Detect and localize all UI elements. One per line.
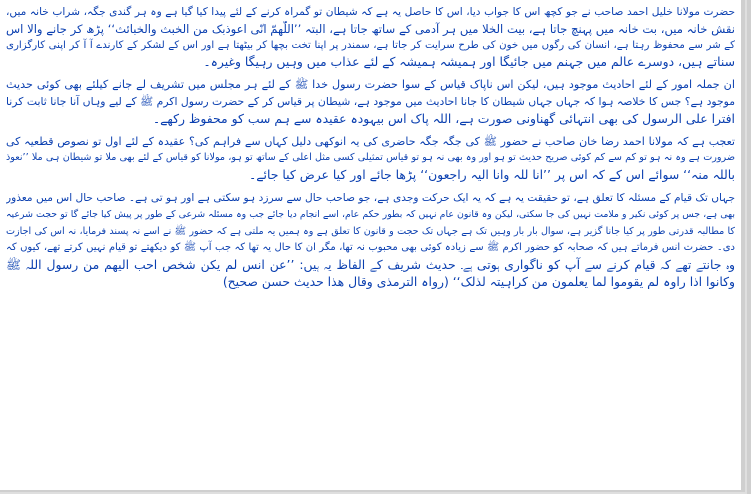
text-line: وکانوا اذا راوہ لم یقوموا لما یعلمون من کراہیتہ لذلک‘‘ (رواہ الترمذی وقال ھذا حدیث حسن صحیح) bbox=[222, 273, 735, 289]
text-line: حضرت مولانا خلیل احمد صاحب نے جو کچھ اس کا جواب دیا، اس کا حاصل یہ ہے کہ شیطان تو گمراہ کرنے کے لئے پیدا کیا گیا ہے وہ ہر گندی جگہ، شراب خانہ میں، bbox=[6, 6, 735, 18]
urdu-text-block bbox=[6, 4, 735, 297]
text-line: کے شر سے محفوظ رہتا ہے، انسان کی رگوں میں خون کی طرح سرایت کر جاتا ہے، سمندر پر اپنا تخت بچھا کر بیٹھتا ہے اور اس کے لشکر کے کارندے آ آ کر اپنی کارگزاری bbox=[6, 39, 735, 51]
text-line: نقش خانہ میں، بت خانہ میں پہنچ جاتا ہے، بیت الخلا میں ہر آدمی کے ساتھ جاتا ہے، البتہ ’’اللّٰھمّ انّی اعوذبک من الخبث والخبائث‘‘ پڑھ کر جانے والا اس bbox=[6, 21, 735, 36]
text-line: ضرورت ہے وہ نہ ہو تو کم سے کم کوئی صریح حدیث تو ہو اور وہ بھی نہ ہو تو قیاس تمثیلی کسی مثل اعلی کے ساتھ تو ہو، مولانا کو قیاس کے لئے بھی ملا تو شیطان ہی ملا ’’نعوذ bbox=[6, 152, 735, 164]
text-line: وہ جانتے تھے کہ قیام کرنے سے آپ کو ناگواری ہوتی ہے۔ حدیث شریف کے الفاظ یہ ہیں: ’’عن انس لم یکن شخص احب الیھم من رسول اللہ ﷺ bbox=[6, 257, 735, 273]
text-line: افترا علی الرسول کی بھی انتہائی گھناونی صورت ہے، اللہ پاک اس بیہودہ عقیدہ سے ہم سب کو محفوظ رکھے۔ bbox=[152, 110, 735, 126]
text-line: باللہ منہ‘‘ سوائے اس کے کہ اس پر ’’انا للہ وانا الیہ راجعون‘‘ پڑھا جائے اور کیا عرض کیا جائے۔ bbox=[249, 167, 735, 183]
text-line: کا مطالبہ قدرتی طور پر کیا جانا گزیر ہے، سوال بار بار وہیں تک ہے جہاں تک حجت و قانون کا تعلق ہے وہ ہمیں یہ ملتی ہے کہ حضور ﷺ نے اسے نہ پسند فرمایا، نہ اس کی اجازت bbox=[6, 225, 735, 237]
paragraph-1 bbox=[6, 4, 735, 71]
text-line: تعجب ہے کہ مولانا احمد رضا خان صاحب نے حضور ﷺ کی جگہ جگہ حاضری کی یہ انوکھی دلیل کہاں سے فراہم کی؟ عقیدہ کے لئے اول تو نصوص قطعیہ کی bbox=[6, 134, 735, 148]
paragraph-2 bbox=[6, 77, 735, 127]
text-line: سناتے ہیں، دوسرے عالم میں جہنم میں جائیگا اور ہمیشہ ہمیشہ کے لئے عذاب میں وہیں رہیگا وغیرہ۔ bbox=[203, 54, 735, 70]
text-line: ان جملہ امور کے لئے احادیث موجود ہیں، لیکن اس ناپاک قیاس کے سوا حضرت رسول خدا ﷺ کے لئے ہر مجلس میں تشریف لے جانے کیلئے بھی کوئی حدیث bbox=[6, 78, 735, 92]
text-line: بھی ہے، جس پر کوئی نکیر و ملامت نہیں کی جا سکتی، لیکن وہ قانون عام نہیں کہ بطور حکم عام، اسے انجام دیا جائے جب وہ مسئلہ شرعی کے طور پر پیش کیا جائے گا تو حجت شرعیہ bbox=[6, 208, 735, 220]
paragraph-3 bbox=[6, 134, 735, 184]
text-line: موجود ہے؟ جس کا خلاصہ ہوا کہ جہاں جہاں شیطان کا جانا احادیث میں موجود ہے، شیطان پر قیاس کر کے حضرت رسول اکرم ﷺ کے لیے وہاں آنا جانا ثابت کرنا bbox=[6, 94, 735, 108]
text-line: دی۔ حضرت انس فرماتے ہیں کہ صحابہ کو حضور اکرم ﷺ سے زیادہ کوئی بھی محبوب نہ تھا، مگر ان کا حال یہ تھا کہ جب آپ ﷺ کو دیکھتے تو قیام نہیں کرتے تھے، کیوں کہ bbox=[6, 242, 735, 254]
vertical-scrollbar[interactable] bbox=[747, 0, 751, 494]
paragraph-4 bbox=[6, 190, 735, 291]
text-line: جہاں تک قیام کے مسئلہ کا تعلق ہے، تو حقیقت یہ ہے کہ یہ ایک حرکت وجدی ہے، جو صاحب حال سے سرزد ہو سکتی ہے اور ہو تی ہے۔ صاحب حال اس میں معذور bbox=[6, 191, 735, 204]
